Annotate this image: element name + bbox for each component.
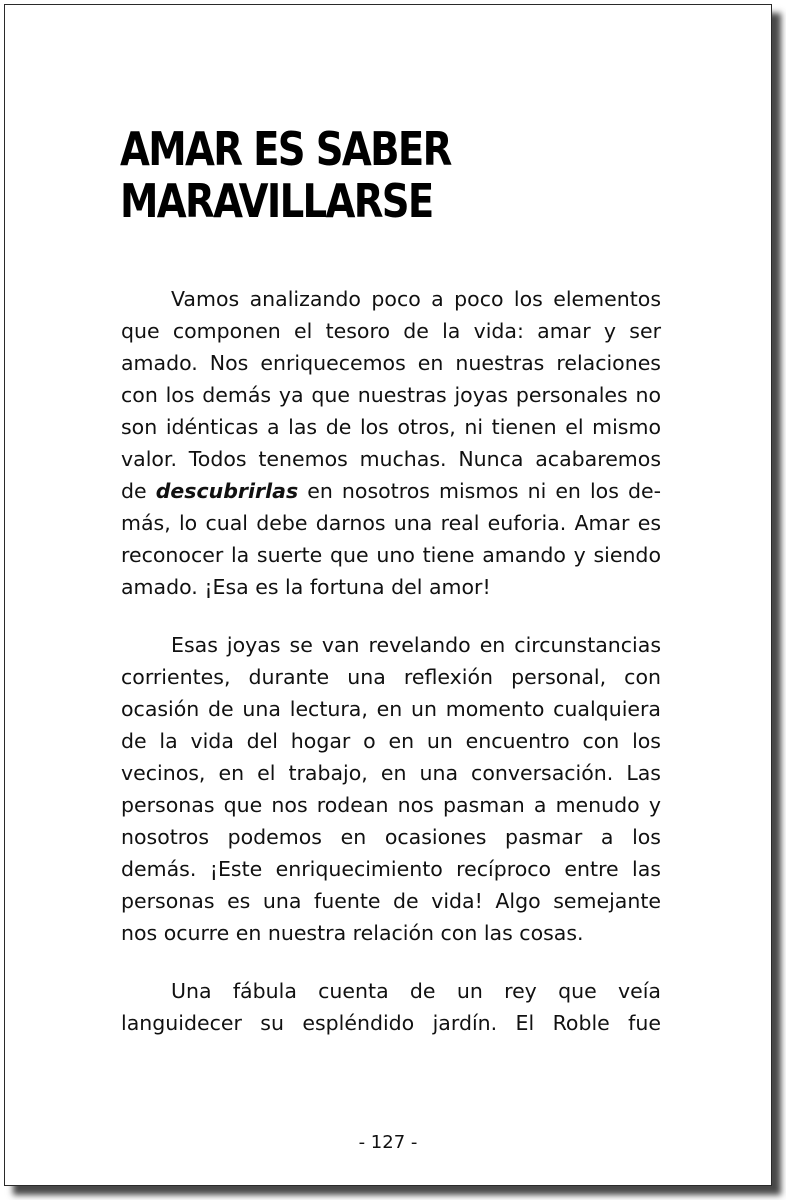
paragraph-1-text-end: en nosotros mismos ni en los demás, lo cual debe darnos una real euforia. Amar es reconocer la suerte que uno tiene amando y siendo amado. ¡Esa es la fortuna del amor! (121, 479, 661, 599)
chapter-title-line-1: AMAR ES SABER (120, 122, 451, 176)
paragraph-1-text-start: Vamos analizando poco a poco los elementos que componen el tesoro de la vida: amar y ser amado. Nos enriquecemos en nuestras relaciones con los demás ya que nuestras joyas personales no son idénticas a las de los otros, ni tienen el mismo valor. Todos tenemos muchas. Nunca acabaremos de (121, 287, 661, 503)
chapter-title-line-2: MARAVILLARSE (120, 174, 433, 228)
body-text (121, 283, 661, 1065)
paragraph-2: Esas joyas se van revelando en circunstancias corrientes, durante una reflexión personal, con ocasión de una lectura, en un momento cualquiera de la vida del hogar o en un encuentro con los vecinos, en el trabajo, en una conversación. Las personas que nos rodean nos pasman a menudo y nosotros podemos en ocasiones pasmar a los demás. ¡Este enriquecimiento recíproco entre las personas es una fuente de vida! Algo semejante nos ocurre en nuestra relación con las cosas. (121, 633, 661, 945)
paragraph-1 (121, 283, 661, 603)
book-page (4, 4, 772, 1186)
chapter-title (120, 123, 590, 227)
page-number: - 127 - (358, 1132, 418, 1153)
emphasized-word: descubrirlas (155, 479, 299, 503)
paragraph-3: Una fábula cuenta de un rey que veía languidecer su espléndido jardín. El Roble fue (121, 979, 661, 1035)
